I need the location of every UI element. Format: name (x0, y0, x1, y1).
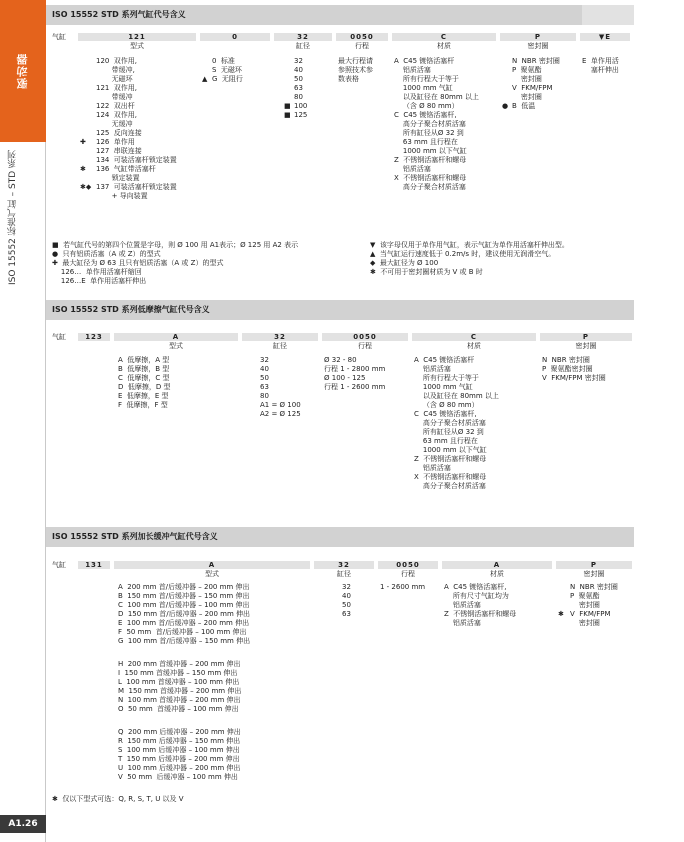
section3-stroke-value: 1 - 2600 mm (380, 583, 426, 591)
section2-head-type: 型式 (169, 342, 183, 350)
section3-seal-markers: ✱ (558, 610, 564, 618)
sidebar-divider (45, 142, 46, 842)
section1-code-seal: P (500, 33, 576, 41)
section3-head-material: 材质 (490, 570, 504, 578)
sidebar-subtitle-label: ISO 15552 标准气缸 – STD 系列 (8, 150, 18, 286)
section2-seal-list: N NBR 密封圈 P 聚氨酯密封圈 V FKM/FPM 密封圈 (542, 356, 606, 382)
section2-code-stroke: 0050 (322, 333, 408, 341)
section3-code-material: A (442, 561, 552, 569)
section3-code-seal: P (556, 561, 632, 569)
section1-head-stroke: 行程 (355, 42, 369, 50)
section2-head-seal: 密封圈 (575, 342, 597, 350)
section1-head-bore: 缸径 (296, 42, 310, 50)
section1-head-type: 型式 (130, 42, 144, 50)
section1-footnotes-left: ■ 若气缸代号的第四个位置是字母，则 Ø 100 用 A1表示；Ø 125 用 A2 表示 ● 只有铝质活塞（A 或 Z）的型式 ✚ 最大缸径为 Ø 63 且只有铝质活塞（A 或 Z）的型式 126… 单作用活塞杆缩回 126…E 单作用活塞杆伸出 (52, 241, 299, 285)
section1-code-material: C (392, 33, 496, 41)
section3-title-bar (46, 527, 634, 547)
section3-head-seal: 密封圈 (583, 570, 605, 578)
section3-type-list-group1: A 200 mm 首/后缓冲器 – 200 mm 伸出 B 150 mm 首/后缓冲器 – 150 mm 伸出 C 100 mm 首/后缓冲器 – 100 mm 伸出 D 150 mm 首/后缓冲器 – 200 mm 伸出 E 100 mm 首/后缓冲器 – 200 mm 伸出 F 50 mm 首/后缓冲器 – 100 mm 伸出 G 100 mm 首/后缓冲器 – 150 mm 伸出 (118, 583, 251, 645)
section1-footnotes-right: ▼ 该字母仅用于单作用气缸，表示气缸为单作用活塞杆伸出型。 ▲ 当气缸运行速度低于 0.2m/s 时，建议使用无润滑空气。 ◆ 最大缸径为 Ø 100 ✱ 不可用于密封圈材质为 V 或 B 时 (370, 241, 569, 276)
section3-cylinder-label: 气缸 (52, 561, 66, 569)
section1-code-bore: 32 (274, 33, 332, 41)
section2-code-material: C (412, 333, 536, 341)
section2-head-stroke: 行程 (358, 342, 372, 350)
section2-cylinder-label: 气缸 (52, 333, 66, 341)
section2-head-bore: 缸径 (273, 342, 287, 350)
section2-code-bore: 32 (242, 333, 318, 341)
section3-type-list-group3: Q 200 mm 后缓冲器 – 200 mm 伸出 R 150 mm 后缓冲器 – 150 mm 伸出 S 100 mm 后缓冲器 – 100 mm 伸出 T 150 mm 后缓冲器 – 200 mm 伸出 U 100 mm 后缓冲器 – 200 mm 伸出 V 50 mm 后缓冲器 – 100 mm 伸出 (118, 728, 241, 781)
section1-magnet-markers: ▲ (202, 75, 208, 83)
section3-footnote: ✱ 仅以下型式可选：Q, R, S, T, U 以及 V (52, 795, 184, 803)
section2-title: ISO 15552 STD 系列低摩擦气缸代号含义 (52, 305, 210, 314)
section3-title: ISO 15552 STD 系列加长缓冲气缸代号含义 (52, 532, 218, 541)
section1-title-bar-end (582, 5, 634, 25)
section3-code-type: A (114, 561, 310, 569)
sidebar-subtitle (8, 150, 28, 450)
section3-code-series: 131 (78, 561, 110, 569)
section2-title-bar (46, 300, 634, 320)
section1-title: ISO 15552 STD 系列气缸代号含义 (52, 10, 186, 19)
sidebar-section-label: 驱动器 (15, 53, 29, 89)
section1-code-stroke: 0050 (336, 33, 388, 41)
section3-head-bore: 缸径 (337, 570, 351, 578)
section2-material-list: A C45 镀铬活塞杆 铝质活塞 所有行程大于等于 1000 mm 气缸 以及缸径在 80mm 以上 （含 Ø 80 mm） C C45 镀铬活塞杆, 高分子聚合材质活塞 所有缸径从Ø 32 到 63 mm 且行程在 1000 mm 以下气缸 Z 不锈钢活塞杆和螺母 铝质活塞 X 不锈钢活塞杆和螺母 高分子聚合材质活塞 (414, 356, 499, 490)
section3-material-list: A C45 镀铬活塞杆, 所有尺寸气缸均为 铝质活塞 Z 不锈钢活塞杆和螺母 铝质活塞 (444, 583, 517, 627)
section1-type-markers: ✚ ✱ ✱◆ (80, 138, 92, 191)
section1-code-option: ▼E (580, 33, 630, 41)
section2-bore-list: 32 40 50 63 80 A1 = Ø 100 A2 = Ø 125 (260, 356, 301, 418)
section1-head-material: 材质 (437, 42, 451, 50)
section1-bore-list: 32 40 50 63 80 100 125 (294, 57, 308, 119)
sidebar-section-title (2, 0, 44, 142)
section1-cylinder-label: 气缸 (52, 33, 66, 41)
section3-head-stroke: 行程 (401, 570, 415, 578)
section1-option-list: E 单作用活 塞杆伸出 (582, 57, 619, 74)
section1-title-bar (46, 5, 634, 25)
section1-code-magnet: 0 (200, 33, 270, 41)
section1-seal-markers: ● (502, 102, 509, 110)
section2-code-seal: P (540, 333, 632, 341)
section1-magnet-list: 0 标准 S 无磁环 G 无阻行 (212, 57, 243, 83)
section3-code-bore: 32 (314, 561, 374, 569)
section1-type-list: 120 双作用, 带缓冲, 无磁环 121 双作用, 带缓冲 122 双出杆 124 双作用, 无缓冲 125 反向连接 126 单作用 127 串联连接 134 可装活塞杆锁定装置 136 气缸带活塞杆 锁定装置 137 可装活塞杆锁定装置 + 导向装置 (96, 57, 177, 200)
section1-head-seal: 密封圈 (527, 42, 549, 50)
section1-material-list: A C45 镀铬活塞杆 铝质活塞 所有行程大于等于 1000 mm 气缸 以及缸径在 80mm 以上 （含 Ø 80 mm） C C45 镀铬活塞杆, 高分子聚合材质活塞 所有缸径从Ø 32 到 63 mm 且行程在 1000 mm 以下气缸 Z 不锈钢活塞杆和螺母 铝质活塞 X 不锈钢活塞杆和螺母 高分子聚合材质活塞 (394, 57, 479, 191)
section1-seal-list: N NBR 密封圈 P 聚氨酯 密封圈 V FKM/FPM 密封圈 B 低温 (512, 57, 560, 110)
section3-code-stroke: 0050 (378, 561, 438, 569)
section2-code-series: 123 (78, 333, 110, 341)
section2-type-list: A 低摩擦，A 型 B 低摩擦，B 型 C 低摩擦，C 型 D 低摩擦，D 型 E 低摩擦，E 型 F 低摩擦，F 型 (118, 356, 171, 409)
section3-type-list-group2: H 200 mm 首缓冲器 – 200 mm 伸出 I 150 mm 首缓冲器 – 150 mm 伸出 L 100 mm 首缓冲器 – 100 mm 伸出 M 150 mm 首缓冲器 – 200 mm 伸出 N 100 mm 首缓冲器 – 200 mm 伸出 O 50 mm 首缓冲器 – 100 mm 伸出 (118, 660, 242, 713)
section1-code-type: 121 (78, 33, 196, 41)
section1-bore-markers: ■ ■ (284, 102, 291, 119)
section2-stroke-list: Ø 32 - 80 行程 1 - 2800 mm Ø 100 - 125 行程 1 - 2600 mm (324, 356, 386, 391)
section3-seal-list: N NBR 密封圈 P 聚氨酯 密封圈 V FKM/FPM 密封圈 (570, 583, 618, 627)
section2-head-material: 材质 (467, 342, 481, 350)
section1-stroke-note: 最大行程请 参照技术参 数表格 (338, 57, 373, 83)
section3-bore-list: 32 40 50 63 (342, 583, 351, 618)
section2-code-type: A (114, 333, 238, 341)
page-number: A1.26 (0, 815, 46, 833)
section3-head-type: 型式 (205, 570, 219, 578)
